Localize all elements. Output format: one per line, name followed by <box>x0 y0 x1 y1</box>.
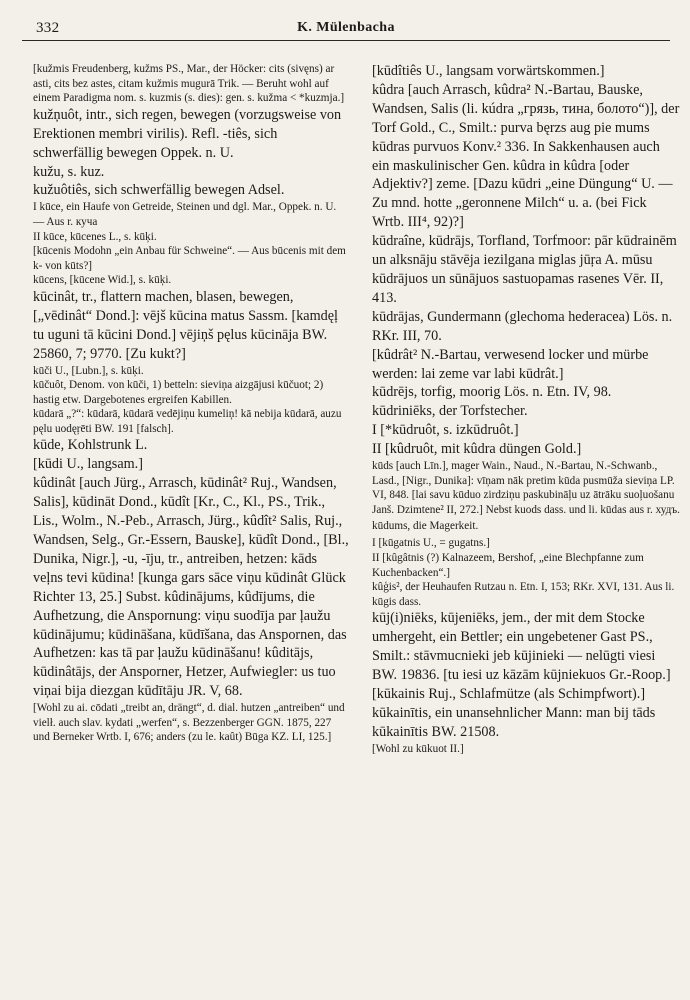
page-header <box>22 14 670 41</box>
dictionary-entry: kūči U., [Lubn.], s. kūķi. <box>33 364 144 377</box>
dictionary-entry: I [kūgatnis U., = gugatns.] <box>372 537 490 550</box>
dictionary-entry: [kūdîtiês U., langsam vorwärtskommen.] <box>372 63 605 79</box>
dictionary-entry: kūdriniēks, der Torfstecher. <box>372 403 528 420</box>
dictionary-entry: II kūce, kūcenes L., s. kūķi. <box>33 230 157 243</box>
dictionary-entry: [Wohl zu ai. cōdati „treibt an, drängt“, d. dial. hutzen „antreiben“ und vielł. auch slav. kydati „werfen“, s. Bezzenberger GGN. 1875, 227 und Berneker Wrtb. I, 676; anders (zu le. kaût) Būga KZ. LI, 125.] <box>33 702 345 744</box>
dictionary-entry: kūcens, [kūcene Wid.], s. kūķi. <box>33 274 172 287</box>
dictionary-entry: [kūkainis Ruj., Schlafmütze (als Schimpfwort).] <box>372 685 646 702</box>
dictionary-entry: kûdra [auch Arrasch, kûdra² N.-Bartau, Bauske, Wandsen, Salis (li. kúdra „грязь, тина, болото“)], der Torf Gold., C., Smilt.: purva bęrzs aug pie mums kūdras purvuos Konv.² 336. In Sakkenhausen auch ein maskulinischer Gen. kûdra in kûdra [oder Adjektiv?] zeme. [Dazu kūdri „eine Düngung“ U. — Zu mnd. hotte „geronnene Milch“ u. a. (bei Fick Wrtb. III⁴, 92)?] <box>372 81 680 231</box>
dictionary-entry: II [kûgâtnis (?) Kalnazeem, Bershof, „eine Blechpfanne zum Kuchenbacken“.] <box>372 551 644 579</box>
page-number: 332 <box>36 20 60 36</box>
dictionary-entry: kūdums, die Magerkeit. <box>372 520 479 533</box>
dictionary-entry: [kūdi U., langsam.] <box>33 456 143 473</box>
dictionary-entry: [Wohl zu kūkuot II.] <box>372 742 464 755</box>
dictionary-entry: [kužmis Freudenberg, kužms PS., Mar., der Höcker: cits (sivęns) ar asti, cits bez astes, citam kužmis mugurā Trik. — Beruht wohl auf einem Paradigma nom. s. kuzmis (s. dies): gen. s. kužma < *kuzmja.] <box>33 63 345 105</box>
dictionary-entry: I [*kūdruôt, s. izkūdruôt.] <box>372 422 519 439</box>
dictionary-entry: kužu, s. kuz. <box>33 163 105 180</box>
dictionary-entry: kûģis², der Heuhaufen Rutzau n. Etn. I, 153; RKr. XVI, 131. Aus li. kūgis dass. <box>372 581 675 608</box>
dictionary-entry: kūde, Kohlstrunk L. <box>33 437 148 454</box>
right-column <box>372 62 680 756</box>
running-title: K. Mülenbacha <box>297 20 395 35</box>
dictionary-entry: kūcinât, tr., flattern machen, blasen, bewegen, [„vēdinât“ Dond.]: vējš kūcina matus Sassm. [kamdęļ tu uguni tā kūcini Dond.] vējiņš pęlus kūcināja BW. 25860, 7; 9770. [Zu kukt?] <box>33 288 338 362</box>
left-column <box>33 62 349 745</box>
dictionary-entry: kūdraîne, kūdrājs, Torfland, Torfmoor: pār kūdrainēm un alksnāju stāvēja iezilgana miglas jūŗa A. mūsu kūdrājuos un sūnājuos sastuopamas rasenes Vēr. II, 413. <box>372 233 677 306</box>
dictionary-entry: II [kûdruôt, mit kûdra düngen Gold.] <box>372 441 582 458</box>
dictionary-entry: kûdinât [auch Jürg., Arrasch, kūdinât² Ruj., Wandsen, Salis], kūdināt Dond., kūdît [Kr., C., Kl., PS., Trik., Lis., Wolm., N.-Peb., Arrasch, Jürg., kûdît² Salis, Ruj., Wandsen, Selg., Gr.-Essern, Bauske], kūdît Dond., [Bl., Dunika, Nigr.], -u, -īju, tr., antreiben, hetzen: kāds veļns tevi kūdina! [kunga gars sāce viņu kūdinât Glück Richter 13, 25.] Subst. kûdinājums, kûdījums, die Aufhetzung, die Anspornung: viņu suodīja par ļaužu kūdinājumu; kūdināšana, kūdīšana, das Anspornen, das Aufhetzen: kas tā par ļaužu kūdināšanu! kûditājs, kūdinâtājs, der Ansporner, Hetzer, Aufwiegler: us tuo viņai bija diezgan kūdītāju JR. V, 68. <box>33 475 349 700</box>
dictionary-entry: kūdrājas, Gundermann (glechoma hederacea) Lös. n. RKr. III, 70. <box>372 308 673 344</box>
dictionary-entry: kūdarā „?“: kūdarā, kūdarā vedējiņu kumeliņ! kā nebija kūdarā, auzu pęlu uodęŗēti BW. 191 [falsch]. <box>33 408 342 435</box>
dictionary-entry: kūj(i)niēks, kūjeniēks, jem., der mit dem Stocke umhergeht, ein Bettler; ein ungebetener Gast PS., Smilt.: stāvmucnieki jeb kūjinieki — nelūgti viesi BW. 19836. [tu iesi uz kāzām kūjniekuos Gr.-Roop.] <box>372 610 671 683</box>
dictionary-entry: kužuôtiês, sich schwerfällig bewegen Adsel. <box>33 182 285 199</box>
dictionary-entry: kūds [auch Līn.], mager Wain., Naud., N.-Bartau, N.-Schwanb., Lasd., [Nigr., Dunika]: vīņam nāk pretim kūda pusmūža sieviņa LP. VI, 848. [lai savu kūduo zirdziņu paskubināļu uz ātrāku suoļuošanu Janš. Dzimtene² II, 272.] Nebst kuods dass. und li. kūdas aus r. худъ. <box>372 460 680 516</box>
dictionary-entry: kūčuôt, Denom. von kūči, 1) betteln: sieviņa aizgājusi kūčuot; 2) hastig etw. Dargebotenes ergreifen Kabillen. <box>33 379 324 406</box>
dictionary-entry: kužņuôt, intr., sich regen, bewegen (vorzugsweise von Erektionen membri virilis). Refl. -tiês, sich schwerfällig bewegen Oppek. n. U. <box>33 106 342 161</box>
dictionary-entry: I kūce, ein Haufe von Getreide, Steinen und dgl. Mar., Oppek. n. U. — Aus r. куча <box>33 201 337 228</box>
dictionary-entry: kūdrējs, torfig, moorig Lös. n. Etn. IV, 98. <box>372 384 612 401</box>
dictionary-entry: kūkainītis, ein unansehnlicher Mann: man bij tāds kūkainītis BW. 21508. <box>372 704 656 740</box>
dictionary-entry: [kûdrât² N.-Bartau, verwesend locker und mürbe werden: lai zeme var labi kūdrât.] <box>372 346 649 382</box>
dictionary-entry: [kūcenis Modohn „ein Anbau für Schweine“. — Aus būcenis mit dem k- von kūts?] <box>33 245 346 272</box>
